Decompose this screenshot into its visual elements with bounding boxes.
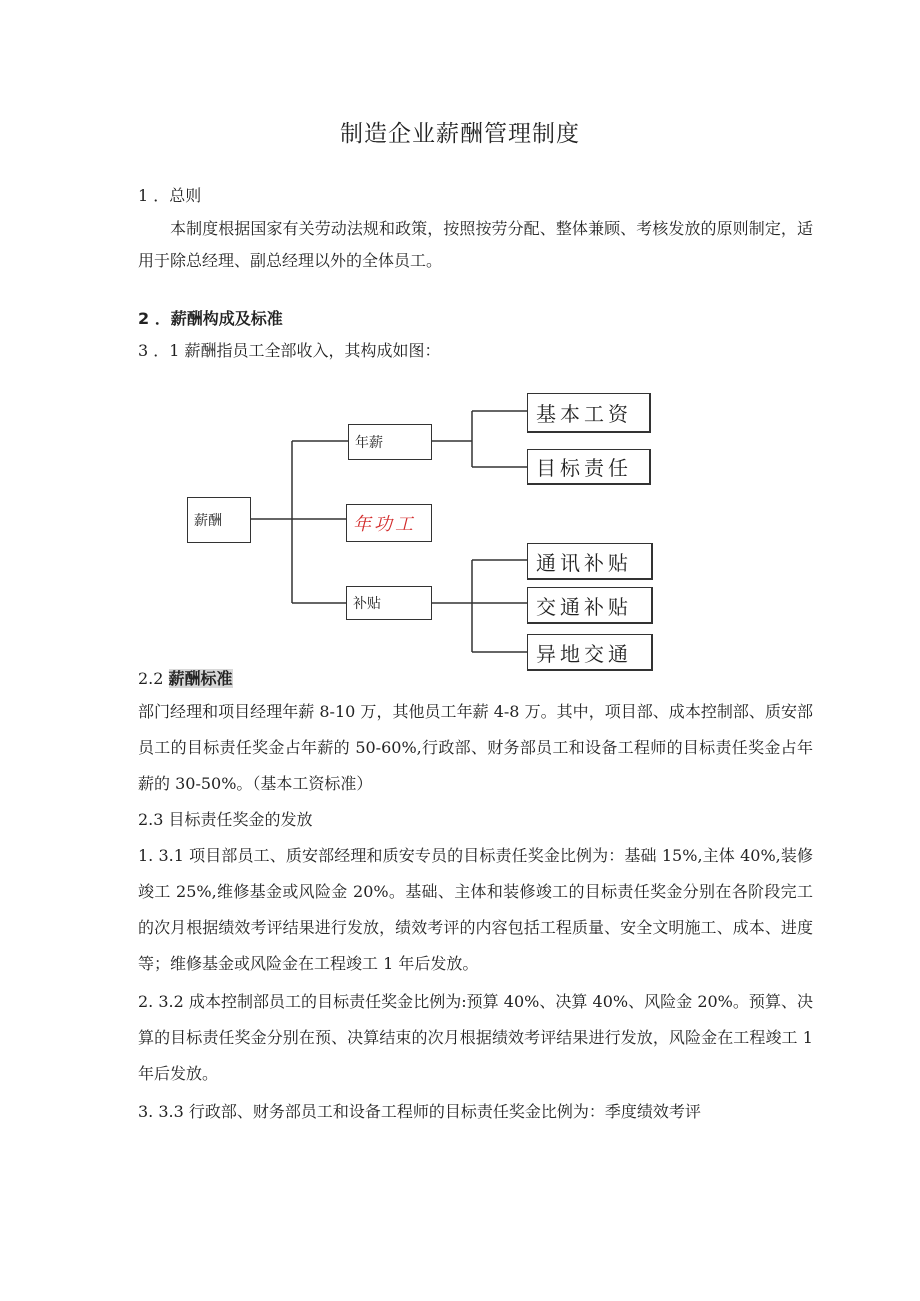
section-2-2-label: 薪酬标准 xyxy=(168,669,233,688)
node-annual-salary xyxy=(348,424,432,460)
node-transport-allowance-label: 交通补贴 xyxy=(536,594,632,619)
section-3-1-line: 3 ．1 薪酬指员工全部收入，其构成如图： xyxy=(138,341,441,360)
section-2-2-paragraph: 部门经理和项目经理年薪 8-10 万，其他员工年薪 4-8 万。其中，项目部、成本控制部、质安部员工的目标责任奖金占年薪的 50-60%,行政部、财务部员工和设备工程师的目标责任奖金占年薪的 30-50%。（基本工资标准） xyxy=(138,702,813,793)
document-title: 制造企业薪酬管理制度 xyxy=(340,121,580,147)
section-1-heading: 1 ．总则 xyxy=(138,186,202,205)
section-2-2-number: 2.2 xyxy=(138,669,169,688)
node-allowance-label: 补贴 xyxy=(353,596,381,612)
section-1-paragraph: 本制度根据国家有关劳动法规和政策，按照按劳分配、整体兼顾、考核发放的原则制定，适用于除总经理、副总经理以外的全体员工。 xyxy=(138,219,813,270)
paragraph-3-3-2: 2. 3.2 成本控制部员工的目标责任奖金比例为:预算 40%、决算 40%、风险金 20%。预算、决算的目标责任奖金分别在预、决算结束的次月根据绩效考评结果进行发放，风险金在工程竣工 1 年后发放。 xyxy=(138,992,813,1083)
node-transport-allowance xyxy=(527,587,653,624)
node-basic-salary-label: 基本工资 xyxy=(536,402,632,426)
node-target-duty-label: 目标责任 xyxy=(536,456,632,480)
node-seniority-pay xyxy=(346,504,432,542)
node-remote-transport xyxy=(527,634,653,671)
section-2-2-heading xyxy=(138,669,233,689)
node-salary xyxy=(187,497,251,543)
node-allowance xyxy=(346,586,432,620)
node-target-duty xyxy=(527,449,651,485)
node-salary-label: 薪酬 xyxy=(194,513,222,529)
node-comm-allowance-label: 通讯补贴 xyxy=(536,550,632,575)
paragraph-3-3-3: 3. 3.3 行政部、财务部员工和设备工程师的目标责任奖金比例为：季度绩效考评 xyxy=(138,1102,701,1121)
section-2-3-heading: 2.3 目标责任奖金的发放 xyxy=(138,810,313,829)
node-comm-allowance xyxy=(527,543,653,580)
paragraph-3-3-1: 1. 3.1 项目部员工、质安部经理和质安专员的目标责任奖金比例为：基础 15%,主体 40%,装修竣工 25%,维修基金或风险金 20%。基础、主体和装修竣工的目标责任奖金分别在各阶段完工的次月根据绩效考评结果进行发放，绩效考评的内容包括工程质量、安全文明施工、成本、进度等；维修基金或风险金在工程竣工 1 年后发放。 xyxy=(138,846,813,973)
node-annual-salary-label: 年薪 xyxy=(355,435,383,451)
node-seniority-pay-label: 年功工 xyxy=(353,514,416,535)
section-2-heading: 2 ．薪酬构成及标准 xyxy=(138,309,283,328)
node-basic-salary xyxy=(527,393,651,433)
node-remote-transport-label: 异地交通 xyxy=(536,641,632,666)
